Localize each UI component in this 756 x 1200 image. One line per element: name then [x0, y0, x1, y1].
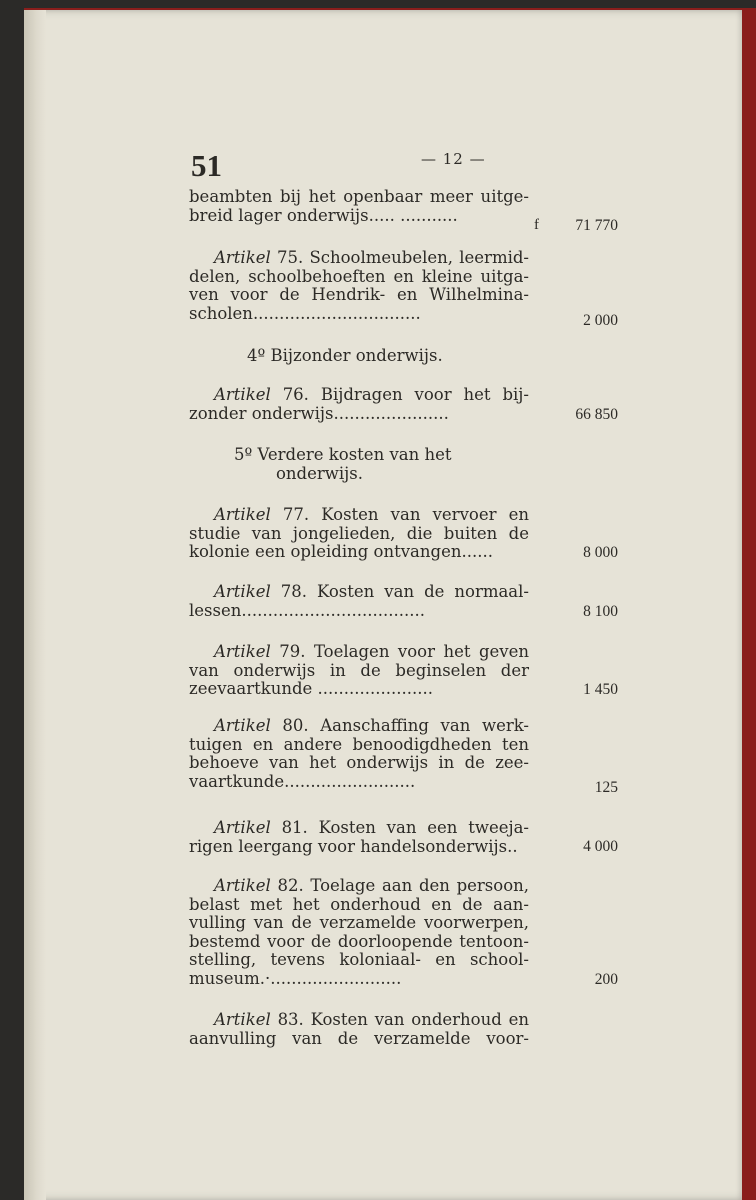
page-number: 51: [191, 148, 222, 183]
page-header: [189, 148, 629, 188]
article-79: Artikel 79. Toelagen voor het geven van onderwijs in de beginselen der zeevaartkunde ......................: [189, 642, 529, 698]
article-label: Artikel: [214, 642, 271, 661]
entry-continued: beambten bij het openbaar meer uitge- breid lager onderwijs..... ...........: [189, 187, 529, 225]
article-76: Artikel 76. Bijdragen voor het bij- zonder onderwijs......................: [189, 385, 529, 423]
article-82: Artikel 82. Toelage aan den persoon, belast met het onderhoud en de aan- vulling van de verzamelde voorwerpen, bestemd voor de doorloopende tentoon- stelling, tevens koloniaal- en school- museum.·.........................: [189, 876, 530, 988]
amount: 8 000: [583, 544, 618, 561]
article-77: Artikel 77. Kosten van vervoer en studie van jongelieden, die buiten de kolonie een opleiding ontvangen......: [189, 505, 529, 561]
article-80: Artikel 80. Aanschaffing van werk- tuigen en andere benoodigdheden ten behoeve van het onderwijs in de zee- vaartkunde.........................: [189, 716, 530, 791]
article-label: Artikel: [214, 818, 271, 837]
article-78: Artikel 78. Kosten van de normaal- lessen...................................: [189, 582, 530, 620]
article-label: Artikel: [214, 716, 271, 735]
amount: 4 000: [583, 838, 618, 855]
article-label: Artikel: [214, 876, 271, 895]
section-heading: 4º Bijzonder onderwijs.: [247, 346, 443, 365]
amount: 71 770: [575, 217, 618, 234]
amount: 125: [594, 779, 618, 796]
amount: 1 450: [583, 681, 618, 698]
amount: 200: [594, 971, 618, 988]
article-label: Artikel: [214, 582, 271, 601]
article-81: Artikel 81. Kosten van een tweeja- rigen leergang voor handelsonderwijs..: [189, 818, 530, 856]
article-label: Artikel: [214, 248, 271, 267]
article-75: Artikel 75. Schoolmeubelen, leermid- delen, schoolbehoeften en kleine uitga- ven voor de Hendrik- en Wilhelmina- scholen................................: [189, 248, 529, 323]
section-heading: 5º Verdere kosten van het onderwijs.: [234, 445, 452, 483]
amount: 66 850: [575, 406, 618, 423]
running-head: — 12 —: [421, 150, 486, 168]
article-label: Artikel: [214, 385, 271, 404]
article-label: Artikel: [214, 1010, 271, 1029]
currency-symbol: f: [534, 217, 539, 233]
article-83: Artikel 83. Kosten van onderhoud en aanvulling van de verzamelde voor-: [189, 1010, 529, 1048]
amount: 8 100: [583, 603, 618, 620]
amount: 2 000: [583, 312, 618, 329]
article-label: Artikel: [214, 505, 271, 524]
